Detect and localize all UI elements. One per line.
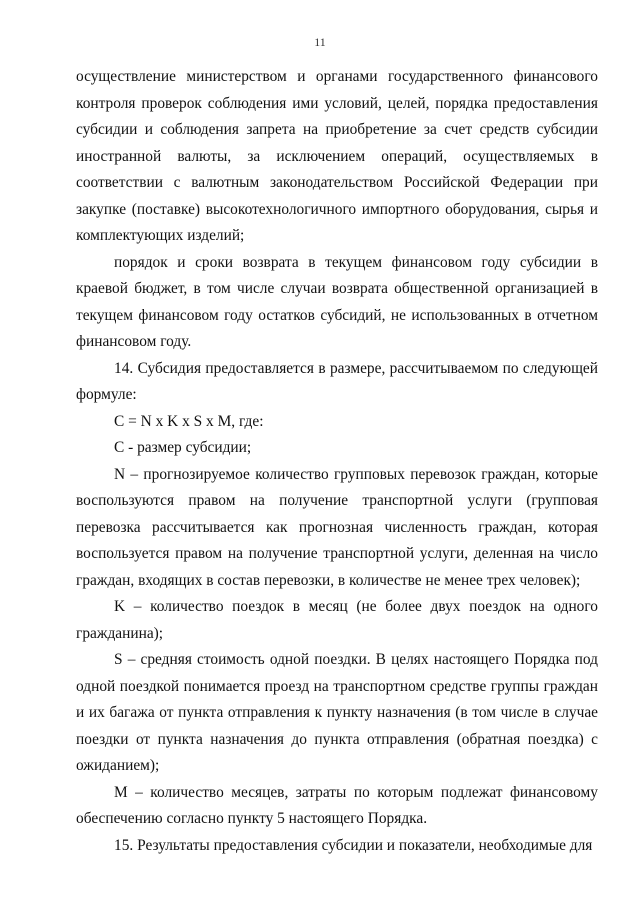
document-body: [76, 64, 598, 859]
paragraph-14-subsidy-size: 14. Субсидия предоставляется в размере, рассчитываемом по следующей формуле:: [76, 359, 598, 403]
paragraph-return-procedure: порядок и сроки возврата в текущем финансовом году субсидии в краевой бюджет, в том числе случаи возврата общественной организацией в текущем финансовом году остатков субсидий, не использованных в отчетном финансовом году.: [76, 253, 598, 350]
formula-line: С = N х K х S х M, где:: [114, 412, 264, 430]
page-number: 11: [314, 35, 326, 49]
definition-m: M – количество месяцев, затраты по которым подлежат финансовому обеспечению согласно пункту 5 настоящего Порядка.: [76, 783, 598, 827]
definition-n: N – прогнозируемое количество групповых перевозок граждан, которые воспользуются правом на получение транспортной услуги (групповая перевозка рассчитывается как прогнозная численность граждан, которая воспользуется правом на получение транспортной услуги, деленная на число граждан, входящих в состав перевозки, в количестве не менее трех человек);: [76, 465, 598, 589]
definition-c: С - размер субсидии;: [114, 439, 252, 456]
definition-k: K – количество поездок в месяц (не более двух поездок на одного гражданина);: [76, 598, 598, 642]
paragraph-15-results: 15. Результаты предоставления субсидии и показатели, необходимые для: [114, 836, 593, 854]
definition-s: S – средняя стоимость одной поездки. В целях настоящего Порядка под одной поездкой понимается проезд на транспортном средстве группы граждан и их багажа от пункта отправления к пункту назначения (в том числе в случае поездки от пункта назначения до пункта отправления (обратная поездка) с ожиданием);: [76, 651, 598, 774]
paragraph-control-checks: осуществление министерством и органами государственного финансового контроля проверок соблюдения ими условий, целей, порядка предоставления субсидии и соблюдения запрета на приобретение за счет средств субсидии иностранной валюты, за исключением операций, осуществляемых в соответствии с валютным законодательством Российской Федерации при закупке (поставке) высокотехнологичного импортного оборудования, сырья и комплектующих изделий;: [76, 68, 598, 244]
